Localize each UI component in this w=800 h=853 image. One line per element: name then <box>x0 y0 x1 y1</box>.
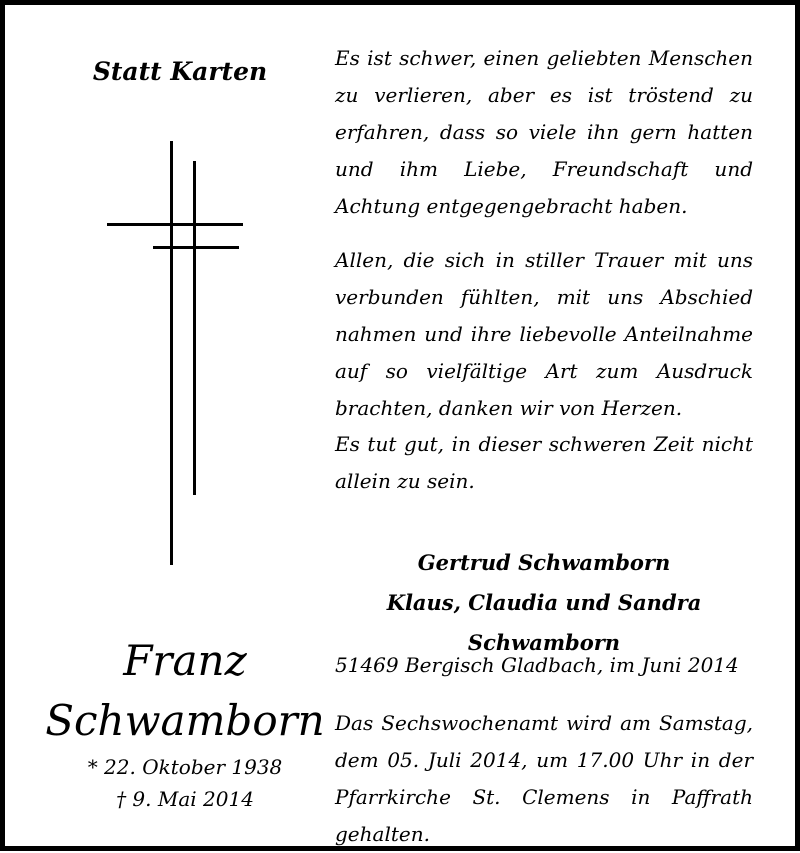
cross-horizontal-lower <box>153 246 239 249</box>
header-title: Statt Karten <box>92 57 268 86</box>
paragraph-condolence: Es ist schwer, einen geliebten Menschen zu verlieren, aber es ist tröstend zu erfahren, dass so viele ihn gern hatten und ihm Liebe, Freundschaft und Achtung entgegengebracht haben. <box>335 46 753 218</box>
signer-line-2: Klaus, Claudia und Sandra Schwamborn <box>386 590 702 655</box>
cross-vertical-short <box>193 161 196 495</box>
deceased-first-name: Franz <box>123 636 247 685</box>
paragraph-thanks: Allen, die sich in stiller Trauer mit uns verbunden fühlten, mit uns Abschied nahmen und ihre liebevolle Anteilnahme auf so vielfältige Art zum Ausdruck brachten, danken wir von Herzen. <box>335 248 753 420</box>
place-date: 51469 Bergisch Gladbach, im Juni 2014 <box>335 653 739 677</box>
memorial-notice: Das Sechswochenamt wird am Samstag, dem 05. Juli 2014, um 17.00 Uhr in der Pfarrkirche St. Clemens in Paffrath gehalten. <box>335 711 753 846</box>
death-date: † 9. Mai 2014 <box>116 787 254 811</box>
cross-vertical-long <box>170 141 173 565</box>
double-cross-icon <box>105 133 245 565</box>
cross-horizontal-upper <box>107 223 243 226</box>
signers-block <box>335 543 753 663</box>
signer-line-1: Gertrud Schwamborn <box>417 550 671 575</box>
deceased-last-name: Schwamborn <box>45 696 325 745</box>
birth-date: * 22. Oktober 1938 <box>87 755 283 779</box>
paragraph-closing: Es tut gut, in dieser schweren Zeit nicht allein zu sein. <box>335 432 753 493</box>
